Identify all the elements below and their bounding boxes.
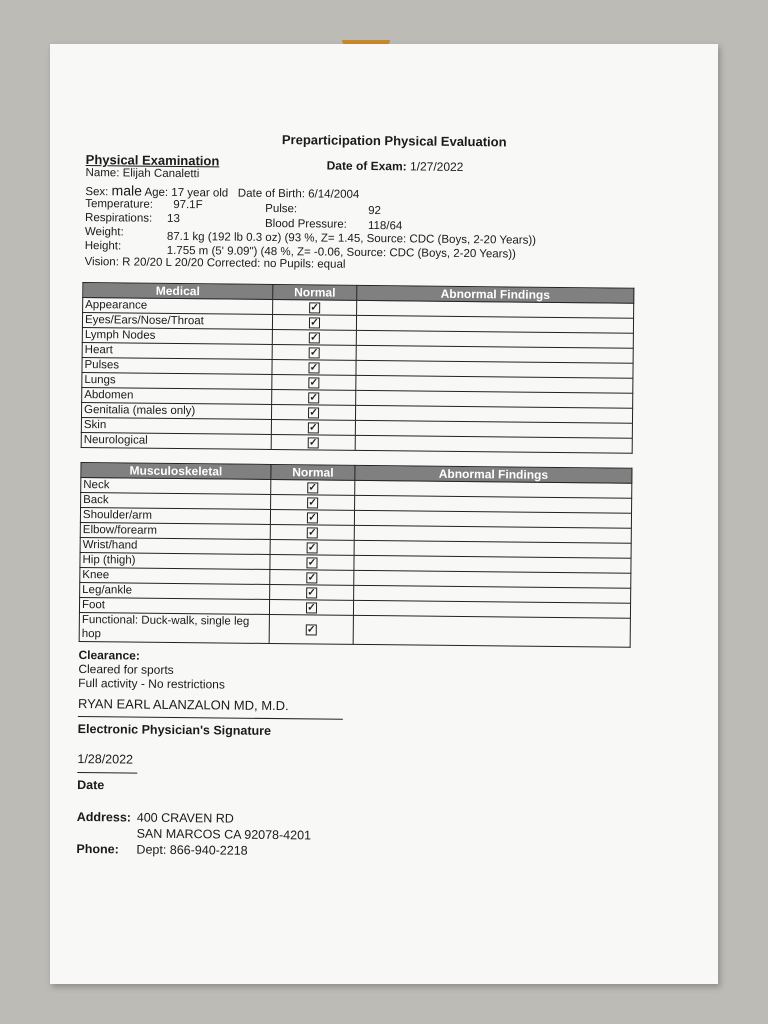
normal-cell [269,614,353,644]
medical-header: Medical [83,282,273,299]
exam-item-label: Skin [81,417,271,434]
normal-header: Normal [273,284,357,300]
exam-item-label: Lymph Nodes [82,327,272,344]
address-line-2: SAN MARCOS CA 92078-4201 [136,826,312,843]
normal-cell [270,554,354,570]
document-title: Preparticipation Physical Evaluation [281,132,507,150]
normal-cell [271,494,355,510]
address-label: Address: [76,809,132,825]
exam-item-label: Shoulder/arm [80,507,270,524]
signature-date: 1/28/2022 [77,751,134,767]
normal-cell [272,314,356,330]
exam-item-label: Wrist/hand [80,537,270,554]
normal-cell [272,374,356,390]
date-of-exam-value: 1/27/2022 [409,159,464,174]
normal-cell [272,329,356,345]
exam-item-label: Elbow/forearm [80,522,270,539]
checkbox-checked-icon: ✓ [309,362,319,374]
exam-item-label: Appearance [83,297,273,314]
vision-line: Vision: R 20/20 L 20/20 Corrected: no Pupils: equal [84,256,346,271]
abnormal-findings-header: Abnormal Findings [357,285,634,303]
checkbox-checked-icon: ✓ [309,407,318,419]
physician-name: RYAN EARL ALANZALON MD, M.D. [77,695,289,714]
normal-cell [272,359,356,375]
checkbox-checked-icon: ✓ [307,557,317,569]
medical-table [81,282,635,454]
age-text: Age: 17 year old [144,186,229,200]
sex-label: Sex: [85,186,109,199]
normal-cell [270,569,354,585]
checkbox-checked-icon: ✓ [308,512,317,524]
address-line-1: 400 CRAVEN RD [136,810,234,826]
temperature-label: Temperature: [85,198,154,211]
normal-cell [270,509,354,525]
normal-cell [270,524,354,540]
weight-value: 87.1 kg (192 lb 0.3 oz) (93 %, Z= 1.45, Source: CDC (Boys, 2-20 Years)) [166,230,537,247]
exam-item-label: Abdomen [82,387,272,404]
checkbox-checked-icon: ✓ [307,587,316,599]
checkbox-checked-icon: ✓ [308,497,317,509]
checkbox-checked-icon: ✓ [309,392,318,404]
table-row [79,612,630,647]
phone-label: Phone: [76,841,119,857]
respirations-label: Respirations: [85,212,153,225]
exam-item-label: Hip (thigh) [80,552,270,569]
date-label: Date [77,777,105,793]
pulse-value: 92 [368,204,382,218]
height-label: Height: [84,240,122,253]
signature-label: Electronic Physician's Signature [77,721,272,738]
clearance-line-2: Full activity - No restrictions [78,675,225,692]
temperature-value: 97.1F [173,198,203,212]
musculoskeletal-table [79,462,633,648]
weight-label: Weight: [84,226,124,239]
checkbox-checked-icon: ✓ [308,482,318,494]
normal-cell [273,299,357,315]
checkbox-checked-icon: ✓ [310,302,319,314]
normal-cell [272,344,356,360]
abnormal-findings-cell [353,615,630,647]
section-heading: Physical Examination [85,152,220,169]
normal-cell [269,599,353,615]
patient-name: Name: Elijah Canaletti [85,167,200,181]
checkbox-checked-icon: ✓ [308,527,317,539]
clearance-line-1: Cleared for sports [78,661,174,677]
respirations-value: 13 [167,212,180,226]
checkbox-checked-icon: ✓ [307,624,316,636]
date-of-exam [327,159,464,174]
exam-item-label: Leg/ankle [80,582,270,599]
exam-item-label: Eyes/Ears/Nose/Throat [82,312,272,329]
normal-cell [271,434,355,450]
pulse-label: Pulse: [265,202,298,216]
exam-item-label: Functional: Duck-walk, single leg hop [79,612,269,643]
bp-label: Blood Pressure: [264,217,347,231]
normal-cell [270,539,354,555]
exam-item-label: Foot [79,597,269,614]
phone-value: Dept: 866-940-2218 [136,842,248,858]
exam-item-label: Pulses [82,357,272,374]
exam-item-label: Genitalia (males only) [81,402,271,419]
checkbox-checked-icon: ✓ [310,332,319,344]
normal-cell [271,419,355,435]
checkbox-checked-icon: ✓ [309,422,318,434]
exam-item-label: Neck [81,477,271,494]
exam-item-label: Heart [82,342,272,359]
normal-header: Normal [271,464,355,480]
height-value: 1.755 m (5' 9.09") (48 %, Z= -0.06, Source: CDC (Boys, 2-20 Years)) [166,244,516,261]
checkbox-checked-icon: ✓ [310,317,319,329]
exam-item-label: Lungs [82,372,272,389]
exam-item-label: Neurological [81,432,271,449]
normal-cell [271,479,355,495]
sex-value: male [111,182,143,199]
exam-item-label: Back [81,492,271,509]
dob-text: Date of Birth: 6/14/2004 [237,187,360,201]
checkbox-checked-icon: ✓ [307,602,316,614]
abnormal-findings-cell [355,435,632,453]
clearance-heading: Clearance: [78,647,140,663]
exam-item-label: Knee [80,567,270,584]
checkbox-checked-icon: ✓ [309,347,319,359]
checkbox-checked-icon: ✓ [307,572,317,584]
normal-cell [271,404,355,420]
bp-value: 118/64 [367,219,403,233]
checkbox-checked-icon: ✓ [307,542,317,554]
normal-cell [270,584,354,600]
musculoskeletal-header: Musculoskeletal [81,462,271,479]
normal-cell [272,389,356,405]
checkbox-checked-icon: ✓ [309,377,319,389]
checkbox-checked-icon: ✓ [308,437,318,449]
abnormal-findings-header: Abnormal Findings [355,465,632,483]
date-of-exam-label: Date of Exam: [326,158,407,174]
